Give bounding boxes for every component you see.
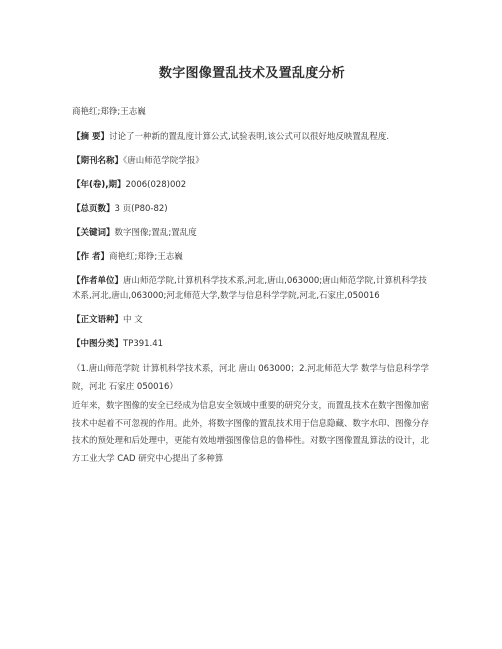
- field-classification: [72, 337, 432, 352]
- field-journal: [72, 154, 432, 169]
- field-year-volume-issue: [72, 178, 432, 193]
- field-authors: [72, 250, 432, 265]
- field-value: 数字图像;置乱;置乱度: [114, 228, 197, 238]
- field-keywords: [72, 226, 432, 241]
- author-line: 商艳红;郑铮;王志巍: [72, 107, 146, 117]
- field-label: 【总页数】: [72, 204, 115, 214]
- field-value: 3 页(P80-82): [114, 204, 168, 214]
- field-label: 【年(卷),期】: [72, 180, 126, 190]
- field-value: 商艳红;郑铮;王志巍: [108, 252, 183, 262]
- affiliation-note: （1.唐山师范学院 计算机科学技术系，河北 唐山 063000；2.河北师范大学 数学与信息科学学院，河北 石家庄 050016）: [72, 364, 429, 392]
- document-title: 数字图像置乱技术及置乱度分析: [158, 66, 346, 81]
- field-value: TP391.41: [123, 339, 164, 349]
- field-label: 【作者单位】: [72, 276, 124, 286]
- field-language: [72, 313, 432, 328]
- field-label: 【中图分类】: [72, 339, 124, 349]
- field-label: 【正文语种】: [72, 315, 124, 325]
- field-abstract: [72, 130, 432, 145]
- field-value: 《唐山师范学院学报》: [123, 156, 204, 166]
- field-label: 【关键词】: [72, 228, 115, 238]
- field-label: 【期刊名称】: [72, 156, 124, 166]
- field-value: 唐山师范学院,计算机科学技术系,河北,唐山,063000;唐山师范学院,计算机科学技术系,河北,唐山,063000;河北师范大学,数学与信息科学学院,河北,石家庄,050016: [72, 276, 427, 301]
- body-paragraph: 近年来，数字图像的安全已经成为信息安全领域中重要的研究分支，而置乱技术在数字图像加密技术中起着不可忽视的作用。此外，将数字图像的置乱技术用于信息隐藏、数字水印、图像分存技术的预处理和后处理中，更能有效地增强图像信息的鲁棒性。对数字图像置乱算法的设计，北方工业大学 CAD 研究中心提出了多种算: [72, 401, 430, 464]
- field-total-pages: [72, 202, 432, 217]
- field-value: 中 文: [123, 315, 143, 325]
- field-label: 【摘 要】: [72, 132, 109, 142]
- field-value: 讨论了一种新的置乱度计算公式,试验表明,该公式可以很好地反映置乱程度.: [108, 132, 390, 142]
- field-value: 2006(028)002: [125, 180, 187, 190]
- field-label: 【作 者】: [72, 252, 109, 262]
- field-author-affiliation: [72, 274, 432, 304]
